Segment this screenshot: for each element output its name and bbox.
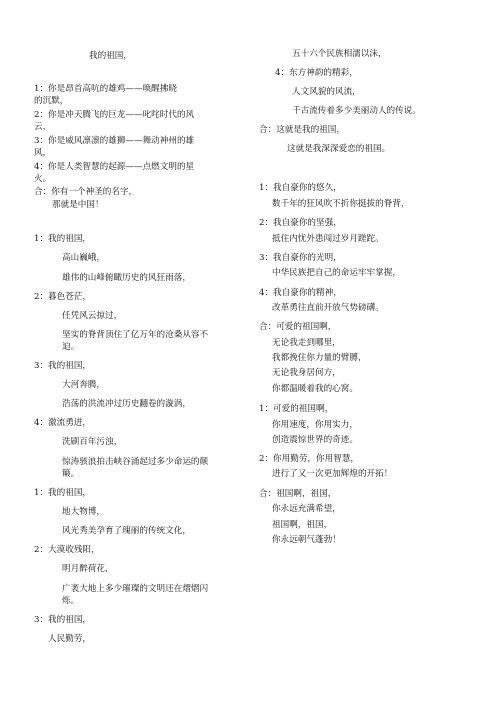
verse-line: 4：你是人类智慧的起源——点燃文明的星 bbox=[34, 162, 195, 172]
verse-line: 2：我自豪你的坚强， bbox=[259, 218, 342, 228]
verse-line: 合：可爱的祖国啊， bbox=[259, 322, 337, 332]
verse-line: 1：你是昂首高吭的雄鸡——唤醒拂晓 bbox=[34, 84, 177, 94]
verse-line: 合：你有一个神圣的名字， bbox=[34, 187, 138, 197]
verse-line: 惊涛骇浪拍击峡谷涌起过多少命运的颠 bbox=[62, 457, 209, 467]
verse-line: 3：我的祖国， bbox=[34, 361, 92, 371]
verse-line: 创造震惊世界的奇迹。 bbox=[272, 435, 358, 445]
verse-line: 迫。 bbox=[62, 342, 80, 352]
verse-line: 烁。 bbox=[62, 596, 80, 606]
verse-line: 坚实的脊背顶住了亿万年的沧桑从容不 bbox=[62, 330, 209, 340]
verse-line: 你永远充满希望， bbox=[272, 504, 341, 514]
verse-line: 火。 bbox=[34, 174, 52, 184]
verse-line: 你用速度，你用实力， bbox=[272, 420, 358, 430]
verse-line: 4：东方神韵的精彩， bbox=[275, 68, 358, 78]
verse-line: 风光秀美孕育了瑰丽的传统文化， bbox=[62, 526, 191, 536]
verse-line: 风， bbox=[34, 148, 52, 158]
verse-line: 浩荡的洪流冲过历史翻卷的漩涡， bbox=[62, 399, 191, 409]
verse-line: 你永远朝气蓬勃！ bbox=[272, 535, 341, 545]
verse-line: 无论我走到哪里， bbox=[272, 338, 341, 348]
verse-line: 1：我自豪你的悠久， bbox=[259, 183, 342, 193]
verse-line: 地大物博， bbox=[62, 507, 105, 517]
verse-line: 进行了又一次更加辉煌的开拓！ bbox=[272, 469, 393, 479]
verse-line: 任凭风云掠过， bbox=[62, 311, 123, 321]
verse-line: 2：大漠收残阳， bbox=[34, 545, 100, 555]
verse-line: 大河奔腾， bbox=[62, 380, 105, 390]
verse-line: 无论我身居何方， bbox=[272, 368, 341, 378]
verse-line: 雄伟的山峰俯瞰历史的风狂雨落， bbox=[62, 273, 191, 283]
verse-line: 2：你是冲天腾飞的巨龙——叱咤时代的风 bbox=[34, 110, 195, 120]
verse-line: 2：你用勤劳，你用智慧， bbox=[259, 454, 359, 464]
verse-line: 中华民族把自己的命运牢牢掌握， bbox=[272, 268, 401, 278]
verse-line: 祖国啊，祖国， bbox=[272, 520, 333, 530]
verse-line: 3：你是威风凛凛的雄狮——舞动神州的雄 bbox=[34, 136, 195, 146]
verse-line: 你都温暖着我的心窝。 bbox=[272, 384, 358, 394]
verse-line: 抵住内忧外患闯过岁月蹉跎。 bbox=[272, 234, 384, 244]
verse-line: 3：我的祖国， bbox=[34, 615, 92, 625]
verse-line: 五十六个民族相濡以沫， bbox=[292, 49, 387, 59]
verse-line: 3：我自豪你的光明， bbox=[259, 253, 342, 263]
verse-line: 高山巍峨， bbox=[62, 253, 105, 263]
verse-line: 云， bbox=[34, 122, 52, 132]
verse-line: 明月醉荷花， bbox=[62, 564, 114, 574]
verse-line: 广袤大地上多少璀璨的文明还在熠熠闪 bbox=[62, 584, 209, 594]
verse-line: 4：我自豪你的精神， bbox=[259, 288, 342, 298]
verse-line: 千古流传着多少美丽动人的传说。 bbox=[292, 106, 421, 116]
verse-line: 那就是中国！ bbox=[52, 200, 104, 210]
verse-line: 改革勇往直前开放气势磅礴。 bbox=[272, 303, 384, 313]
verse-line: 人文风貌的风流， bbox=[292, 87, 361, 97]
verse-line: 洗刷百年污浊， bbox=[62, 437, 123, 447]
poem-title: 我的祖国， bbox=[89, 51, 132, 61]
verse-line: 人民勤劳， bbox=[48, 634, 91, 644]
verse-line: 这就是我深深爱恋的祖国。 bbox=[287, 144, 391, 154]
verse-line: 我都挽住你力量的臂膊， bbox=[272, 353, 367, 363]
verse-line: 的沉默， bbox=[34, 96, 69, 106]
verse-line: 1：可爱的祖国啊， bbox=[259, 404, 334, 414]
verse-line: 4：激流勇进， bbox=[34, 418, 92, 428]
verse-line: 数千年的狂风吹不折你挺拔的脊背， bbox=[272, 199, 410, 209]
verse-line: 合：这就是我的祖国， bbox=[259, 125, 345, 135]
verse-line: 1：我的祖国， bbox=[34, 234, 92, 244]
verse-line: 簸。 bbox=[62, 469, 80, 479]
verse-line: 1：我的祖国， bbox=[34, 488, 92, 498]
verse-line: 合：祖国啊，祖国， bbox=[259, 489, 337, 499]
verse-line: 2：暮色苍茫， bbox=[34, 292, 92, 302]
